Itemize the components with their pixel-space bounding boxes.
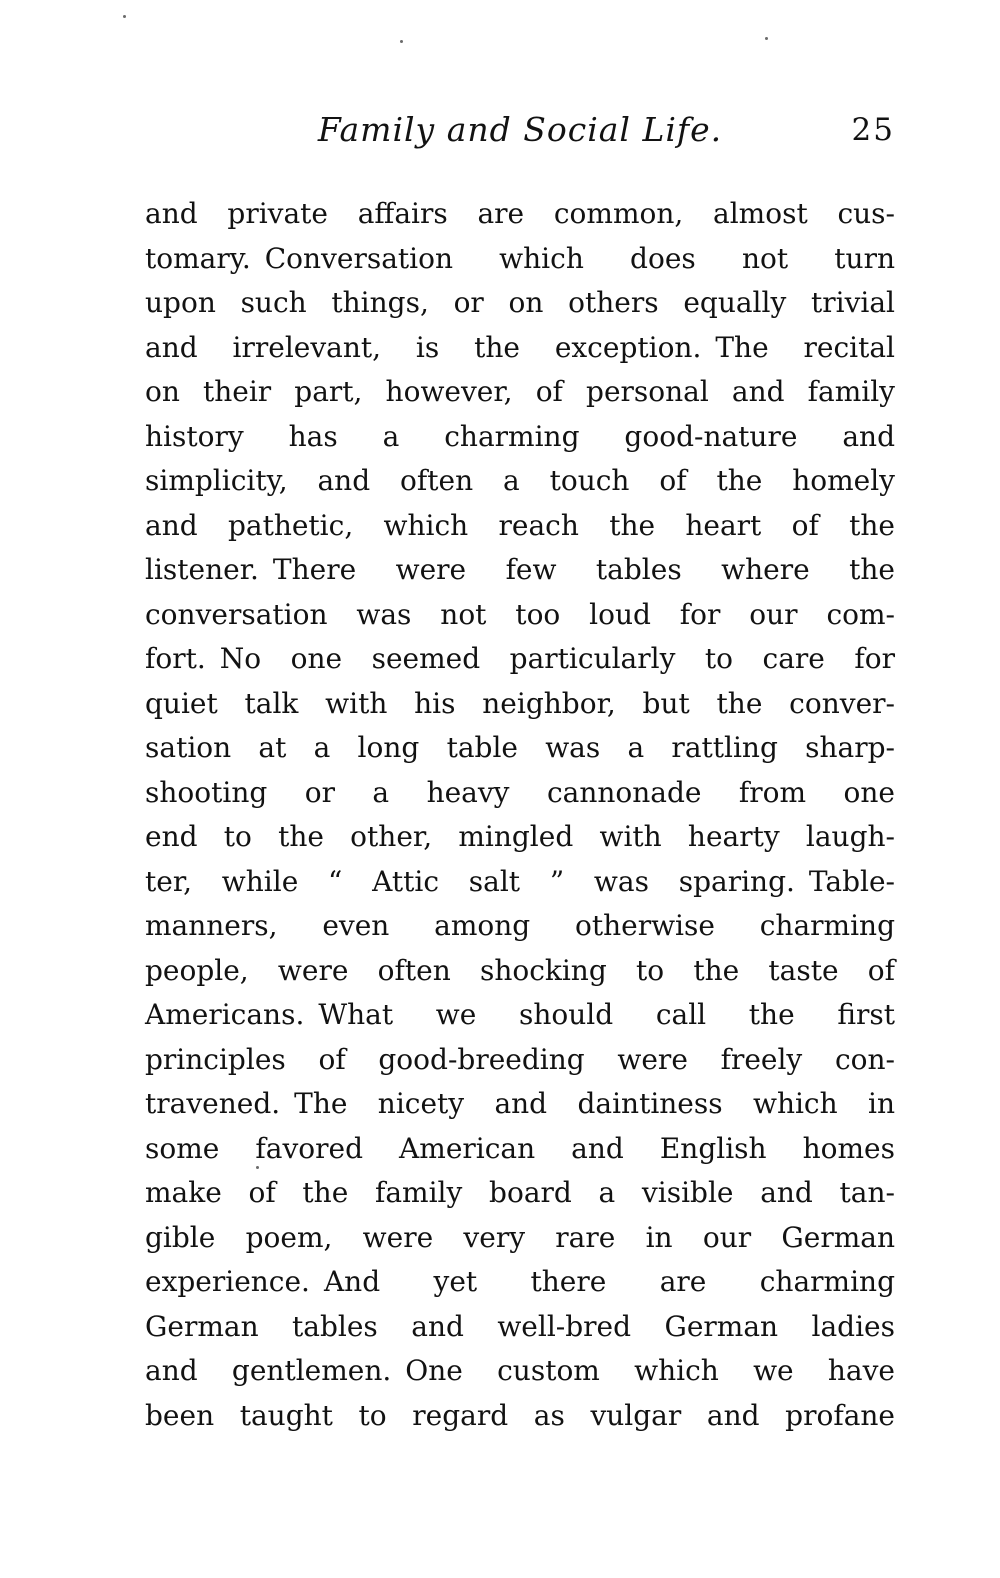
text-line: shooting or a heavy cannonade from one <box>145 775 895 809</box>
text-line: ter, while “ Attic salt ” was sparing. Table- <box>145 864 895 898</box>
text-line: and irrelevant, is the exception. The recital <box>145 330 895 364</box>
text-line: end to the other, mingled with hearty laugh- <box>145 820 895 853</box>
page-number: 25 <box>851 112 895 148</box>
text-line: gible poem, were very rare in our German <box>145 1220 895 1254</box>
text-line: and gentlemen. One custom which we have <box>145 1354 895 1387</box>
text-line: listener. There were few tables where the <box>145 553 895 586</box>
scan-speck <box>256 1166 259 1169</box>
text-line: and private affairs are common, almost cus- <box>145 197 895 230</box>
text-line: tomary. Conversation which does not turn <box>145 241 895 275</box>
running-head <box>145 106 895 154</box>
scan-speck <box>123 15 126 18</box>
text-line: conversation was not too loud for our com- <box>145 597 895 631</box>
text-line: been taught to regard as vulgar and profane <box>145 1398 895 1432</box>
text-line: sation at a long table was a rattling sharp- <box>145 731 895 764</box>
text-line: experience. And yet there are charming <box>145 1265 895 1298</box>
text-line: German tables and well-bred German ladies <box>145 1309 895 1343</box>
text-line: fort. No one seemed particularly to care for <box>145 642 895 675</box>
text-line: and pathetic, which reach the heart of the <box>145 508 895 542</box>
text-line: make of the family board a visible and tan- <box>145 1176 895 1209</box>
text-line: principles of good-breeding were freely con- <box>145 1042 895 1076</box>
text-line: manners, even among otherwise charming <box>145 909 895 942</box>
text-line: some favored American and English homes <box>145 1131 895 1165</box>
text-line: travened. The nicety and daintiness which in <box>145 1087 895 1120</box>
text-line: on their part, however, of personal and family <box>145 375 895 408</box>
text-line: quiet talk with his neighbor, but the conver- <box>145 686 895 720</box>
text-line: Americans. What we should call the first <box>145 998 895 1031</box>
text-line: history has a charming good-nature and <box>145 419 895 453</box>
chapter-title: Family and Social Life. <box>317 110 723 149</box>
scan-speck <box>400 40 403 43</box>
body-text <box>145 192 895 1438</box>
text-line: people, were often shocking to the taste of <box>145 953 895 987</box>
text-line: simplicity, and often a touch of the homely <box>145 464 895 497</box>
scan-speck <box>765 37 768 40</box>
text-line: upon such things, or on others equally trivial <box>145 286 895 319</box>
